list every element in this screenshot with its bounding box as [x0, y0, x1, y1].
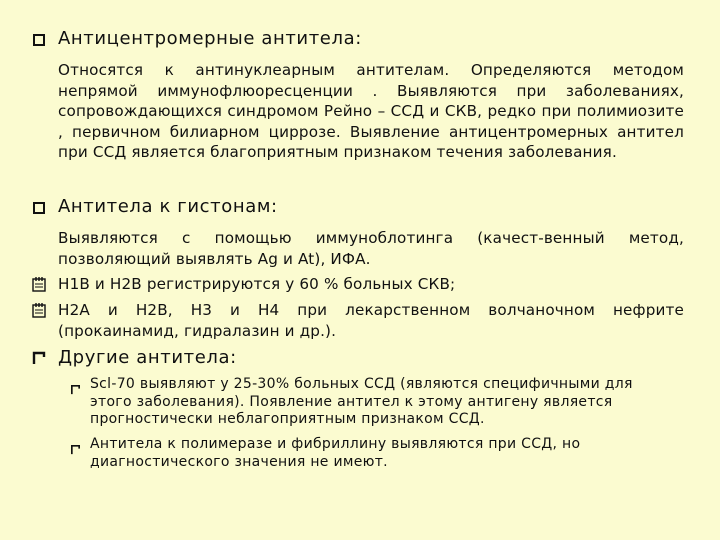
section-text-anticentromere: Относятся к антинуклеарным антителам. Определяются методом непрямой иммунофлюоресценции . Выявляются при заболеваниях, сопровождающихся синдромом Рейно – ССД и СКВ, редко при полимиозите , первичном билиарном циррозе. Выявление антицентромерных антител при ССД является благоприятным признаком течения заболевания.	[58, 61, 684, 161]
section-heading-anticentromere: Антицентромерные антитела:	[58, 28, 362, 49]
list-item: Антитела к полимеразе и фибриллину выявляются при ССД, но диагностического значения не имеют.	[90, 436, 581, 470]
section-heading-other: Другие антитела:	[58, 347, 237, 368]
list-item: Scl-70 выявляют у 25-30% больных ССД (являются специфичными для этого заболевания). Появление антител к этому антигену является прогностически неблагоприятным признаком ССД.	[90, 376, 633, 427]
r-bullet-icon	[70, 380, 81, 399]
r-bullet-icon	[32, 350, 46, 369]
section-heading-histones: Антитела к гистонам:	[58, 196, 278, 217]
r-bullet-icon	[70, 440, 81, 459]
notepad-icon	[32, 276, 46, 296]
section-text-histones: Выявляются с помощью иммуноблотинга (качест-венный метод, позволяющий выявлять Ag и At), ИФА.	[58, 229, 684, 268]
list-item: H2A и H2B, H3 и H4 при лекарственном волчаночном нефрите (прокаинамид, гидралазин и др.).	[58, 301, 684, 340]
checkbox-icon	[33, 202, 45, 214]
list-item: H1B и H2B регистрируются у 60 % больных СКВ;	[58, 275, 456, 293]
notepad-icon	[32, 302, 46, 322]
checkbox-icon	[33, 34, 45, 46]
